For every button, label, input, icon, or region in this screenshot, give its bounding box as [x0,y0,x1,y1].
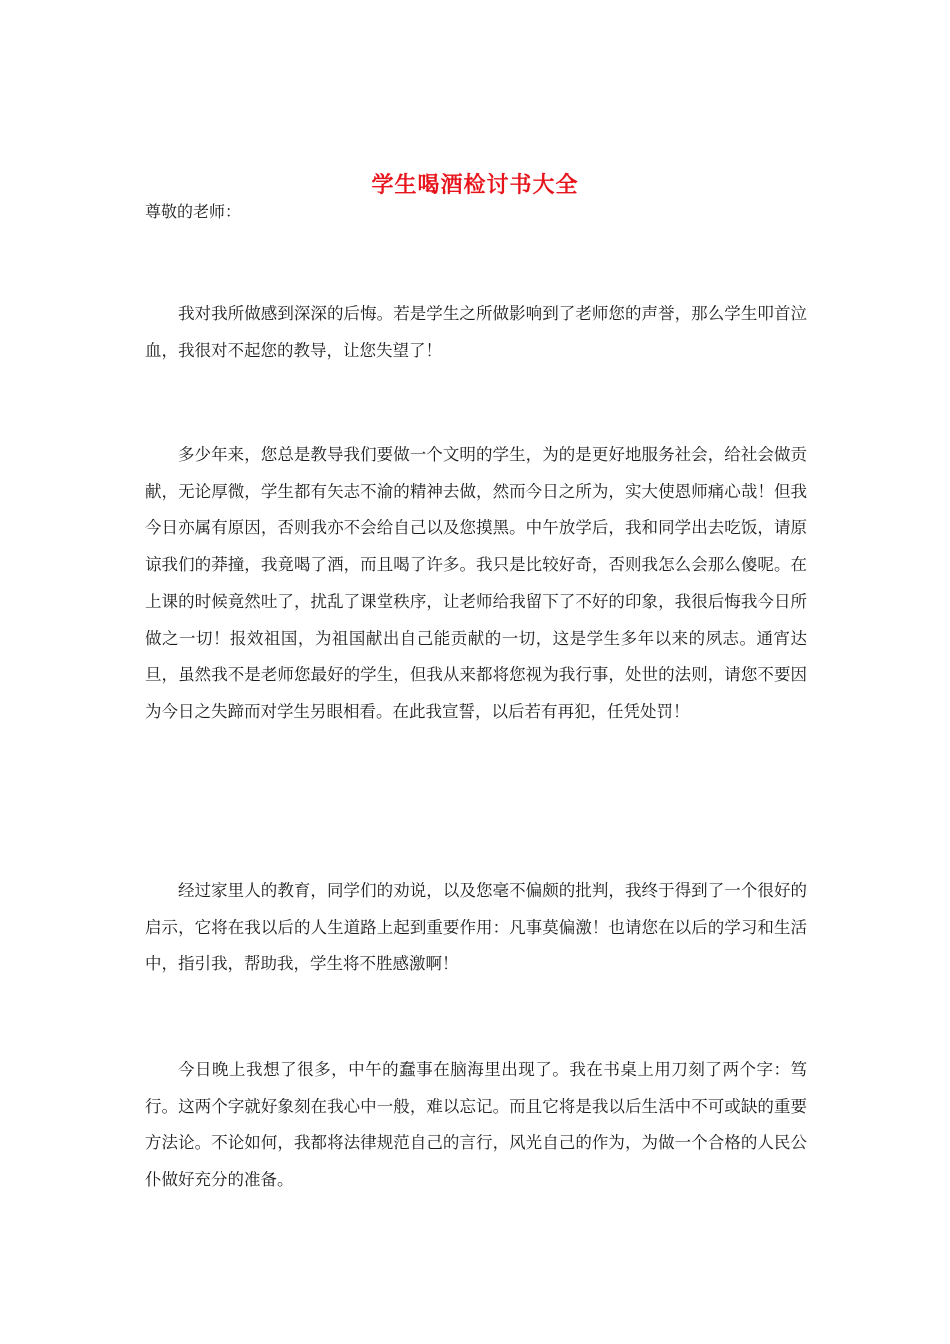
salutation: 尊敬的老师： [145,202,242,221]
paragraph-3: 经过家里人的教育，同学们的劝说，以及您毫不偏颇的批判，我终于得到了一个很好的启示，它将在我以后的人生道路上起到重要作用：凡事莫偏激！也请您在以后的学习和生活中，指引我，帮助我，学生将不胜感激啊！ [145,881,807,974]
paragraph-2: 多少年来，您总是教导我们要做一个文明的学生，为的是更好地服务社会，给社会做贡献，无论厚微，学生都有矢志不渝的精神去做，然而今日之所为，实大使恩师痛心哉！但我今日亦属有原因，否则我亦不会给自己以及您摸黑。中午放学后，我和同学出去吃饭，请原谅我们的莽撞，我竟喝了酒，而且喝了许多。我只是比较好奇，否则我怎么会那么傻呢。在上课的时候竟然吐了，扰乱了课堂秩序，让老师给我留下了不好的印象，我很后悔我今日所做之一切！报效祖国，为祖国献出自己能贡献的一切，这是学生多年以来的夙志。通宵达旦，虽然我不是老师您最好的学生，但我从来都将您视为我行事，处世的法则，请您不要因为今日之失蹄而对学生另眼相看。在此我宣誓，以后若有再犯，任凭处罚！ [145,445,807,721]
paragraph-1: 我对我所做感到深深的后悔。若是学生之所做影响到了老师您的声誉，那么学生叩首泣血，我很对不起您的教导，让您失望了！ [145,304,807,360]
document-title: 学生喝酒检讨书大全 [371,171,579,198]
paragraph-4: 今日晚上我想了很多，中午的蠢事在脑海里出现了。我在书桌上用刀刻了两个字：笃行。这两个字就好象刻在我心中一般，难以忘记。而且它将是我以后生活中不可或缺的重要方法论。不论如何，我都将法律规范自己的言行，风光自己的作为，为做一个合格的人民公仆做好充分的准备。 [145,1060,807,1190]
